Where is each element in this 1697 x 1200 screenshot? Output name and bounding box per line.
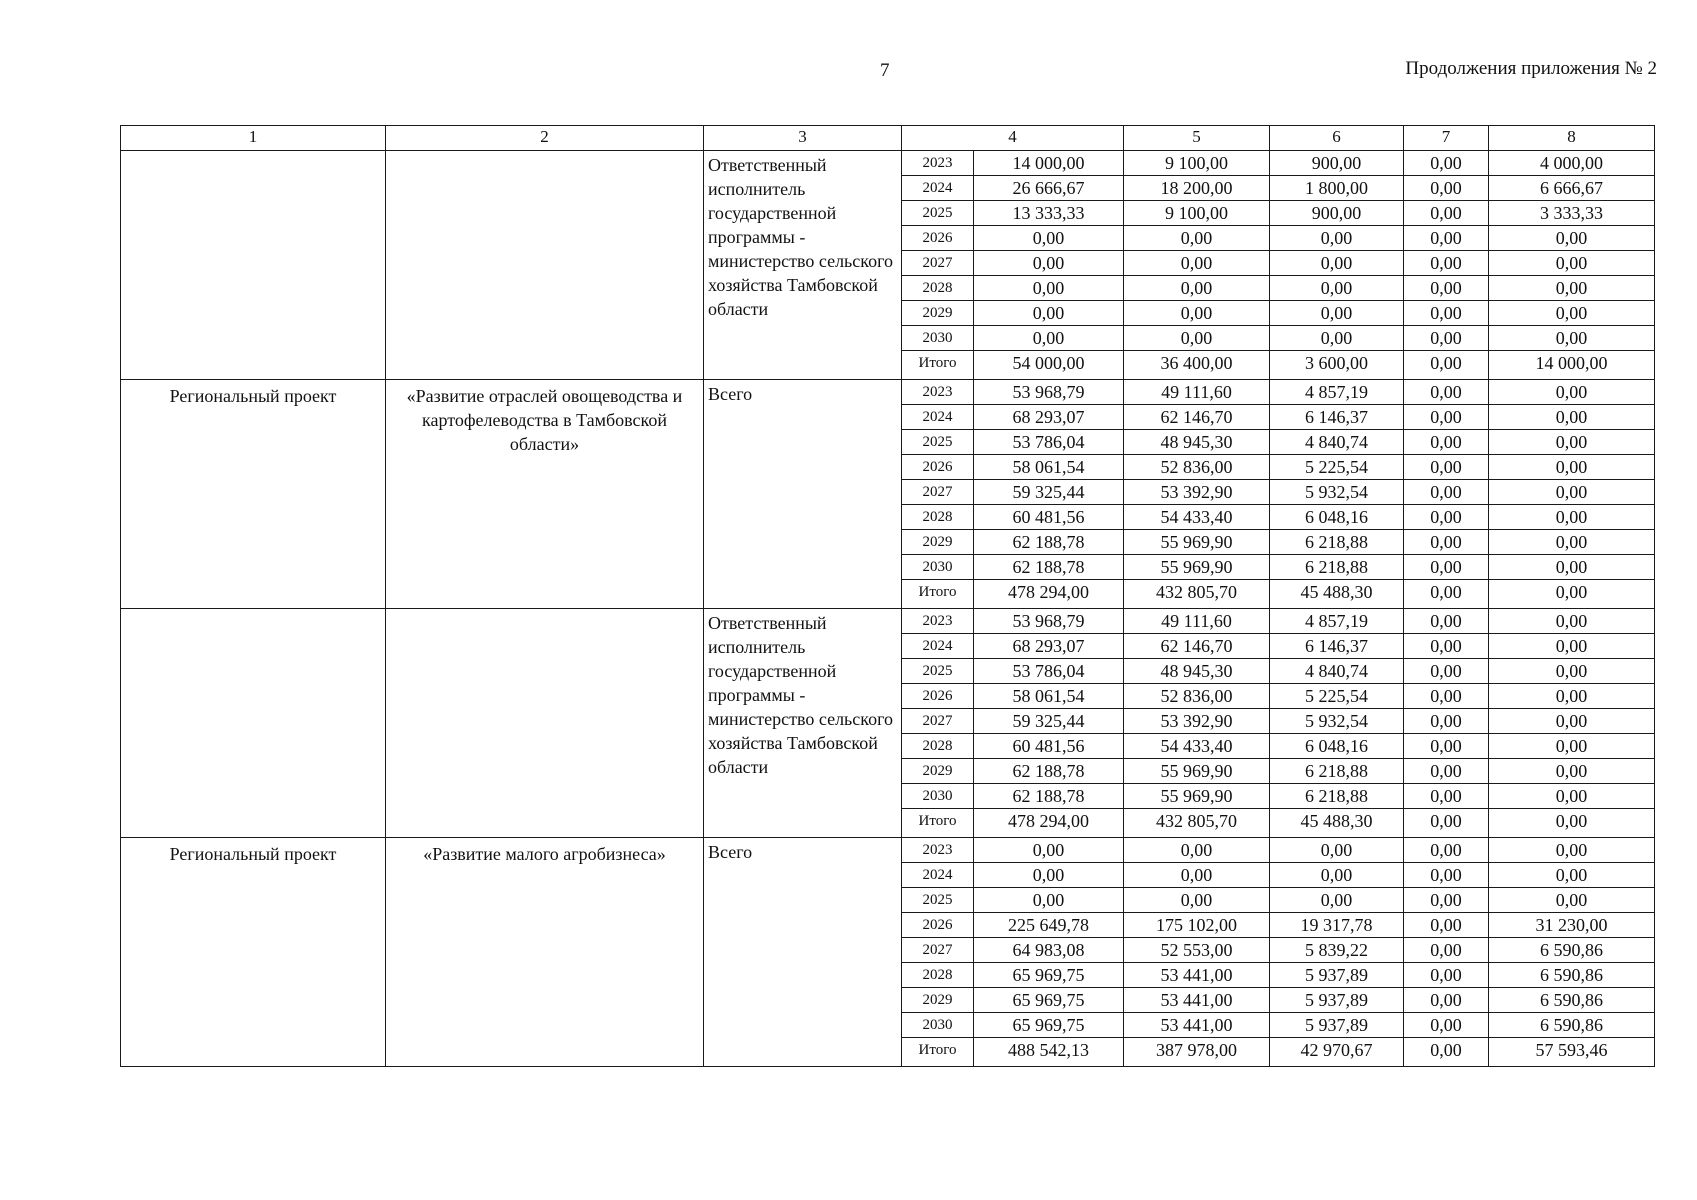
year-cell: 2027 xyxy=(902,480,974,505)
year-cell: 2024 xyxy=(902,863,974,888)
amount-cell: 6 048,16 xyxy=(1270,734,1404,759)
amount-cell: 0,00 xyxy=(1404,1013,1489,1038)
amount-cell: 0,00 xyxy=(974,251,1124,276)
amount-cell: 53 786,04 xyxy=(974,659,1124,684)
amount-cell: 0,00 xyxy=(1404,609,1489,634)
year-cell: 2030 xyxy=(902,555,974,580)
amount-cell: 0,00 xyxy=(1270,888,1404,913)
amount-cell: 0,00 xyxy=(1489,784,1655,809)
amount-cell: 54 433,40 xyxy=(1124,734,1270,759)
table-row xyxy=(121,609,1655,634)
table-row xyxy=(121,838,1655,863)
amount-cell: 53 968,79 xyxy=(974,609,1124,634)
amount-cell: 65 969,75 xyxy=(974,988,1124,1013)
year-cell: 2025 xyxy=(902,888,974,913)
amount-cell: 45 488,30 xyxy=(1270,580,1404,609)
amount-cell: 0,00 xyxy=(1404,988,1489,1013)
year-cell: 2023 xyxy=(902,838,974,863)
year-cell: 2027 xyxy=(902,251,974,276)
appendix-header-note: Продолжения приложения № 2 xyxy=(1405,58,1657,79)
amount-cell: 0,00 xyxy=(1270,326,1404,351)
amount-cell: 0,00 xyxy=(1489,380,1655,405)
year-cell: 2028 xyxy=(902,734,974,759)
program-element-type: Региональный проект xyxy=(121,380,386,609)
amount-cell: 60 481,56 xyxy=(974,505,1124,530)
column-number: 4 xyxy=(902,126,1124,151)
column-number: 8 xyxy=(1489,126,1655,151)
amount-cell: 6 218,88 xyxy=(1270,530,1404,555)
amount-cell: 0,00 xyxy=(1124,276,1270,301)
amount-cell: 14 000,00 xyxy=(974,151,1124,176)
amount-cell: 53 392,90 xyxy=(1124,709,1270,734)
amount-cell: 6 146,37 xyxy=(1270,634,1404,659)
amount-cell: 0,00 xyxy=(1404,301,1489,326)
amount-cell: 0,00 xyxy=(1404,938,1489,963)
amount-cell: 52 836,00 xyxy=(1124,455,1270,480)
year-cell: 2023 xyxy=(902,380,974,405)
amount-cell: 62 188,78 xyxy=(974,555,1124,580)
amount-cell: 62 146,70 xyxy=(1124,405,1270,430)
amount-cell: 0,00 xyxy=(1404,838,1489,863)
amount-cell: 0,00 xyxy=(1489,634,1655,659)
amount-cell: 54 433,40 xyxy=(1124,505,1270,530)
amount-cell: 0,00 xyxy=(1404,326,1489,351)
year-cell: 2029 xyxy=(902,301,974,326)
amount-cell: 19 317,78 xyxy=(1270,913,1404,938)
amount-cell: 62 188,78 xyxy=(974,784,1124,809)
program-element-name: «Развитие отраслей овощеводства и картофелеводства в Тамбовской области» xyxy=(386,380,704,609)
amount-cell: 478 294,00 xyxy=(974,809,1124,838)
year-cell: 2025 xyxy=(902,659,974,684)
program-element-type xyxy=(121,609,386,838)
amount-cell: 0,00 xyxy=(1404,759,1489,784)
amount-cell: 59 325,44 xyxy=(974,480,1124,505)
amount-cell: 0,00 xyxy=(1489,759,1655,784)
year-cell: 2030 xyxy=(902,1013,974,1038)
amount-cell: 0,00 xyxy=(1404,913,1489,938)
amount-cell: 0,00 xyxy=(1404,888,1489,913)
amount-cell: 6 590,86 xyxy=(1489,938,1655,963)
program-element-name xyxy=(386,151,704,380)
amount-cell: 5 225,54 xyxy=(1270,684,1404,709)
amount-cell: 0,00 xyxy=(1270,276,1404,301)
funding-source: Ответственный исполнитель государственной программы - министерство сельского хозяйства Тамбовской области xyxy=(704,151,902,380)
year-cell: 2029 xyxy=(902,988,974,1013)
program-element-type: Региональный проект xyxy=(121,838,386,1067)
year-cell: 2026 xyxy=(902,455,974,480)
amount-cell: 0,00 xyxy=(1404,684,1489,709)
amount-cell: 0,00 xyxy=(1404,505,1489,530)
amount-cell: 0,00 xyxy=(1489,659,1655,684)
amount-cell: 6 048,16 xyxy=(1270,505,1404,530)
column-number-row xyxy=(121,126,1655,151)
amount-cell: 5 932,54 xyxy=(1270,480,1404,505)
funding-source: Всего xyxy=(704,838,902,1067)
total-label: Итого xyxy=(902,351,974,380)
amount-cell: 6 666,67 xyxy=(1489,176,1655,201)
amount-cell: 0,00 xyxy=(1489,226,1655,251)
year-cell: 2024 xyxy=(902,176,974,201)
amount-cell: 26 666,67 xyxy=(974,176,1124,201)
year-cell: 2028 xyxy=(902,505,974,530)
amount-cell: 62 188,78 xyxy=(974,530,1124,555)
amount-cell: 0,00 xyxy=(1489,684,1655,709)
amount-cell: 6 146,37 xyxy=(1270,405,1404,430)
amount-cell: 0,00 xyxy=(1489,430,1655,455)
amount-cell: 57 593,46 xyxy=(1489,1038,1655,1067)
year-cell: 2023 xyxy=(902,609,974,634)
amount-cell: 4 000,00 xyxy=(1489,151,1655,176)
amount-cell: 68 293,07 xyxy=(974,405,1124,430)
amount-cell: 53 441,00 xyxy=(1124,1013,1270,1038)
amount-cell: 432 805,70 xyxy=(1124,580,1270,609)
amount-cell: 42 970,67 xyxy=(1270,1038,1404,1067)
amount-cell: 0,00 xyxy=(1270,863,1404,888)
amount-cell: 0,00 xyxy=(1124,863,1270,888)
amount-cell: 58 061,54 xyxy=(974,455,1124,480)
amount-cell: 0,00 xyxy=(1489,251,1655,276)
amount-cell: 53 441,00 xyxy=(1124,963,1270,988)
amount-cell: 488 542,13 xyxy=(974,1038,1124,1067)
amount-cell: 0,00 xyxy=(1404,659,1489,684)
amount-cell: 0,00 xyxy=(1489,734,1655,759)
amount-cell: 0,00 xyxy=(1404,580,1489,609)
amount-cell: 64 983,08 xyxy=(974,938,1124,963)
amount-cell: 52 553,00 xyxy=(1124,938,1270,963)
column-number: 3 xyxy=(704,126,902,151)
year-cell: 2026 xyxy=(902,226,974,251)
amount-cell: 900,00 xyxy=(1270,201,1404,226)
amount-cell: 6 590,86 xyxy=(1489,963,1655,988)
amount-cell: 55 969,90 xyxy=(1124,555,1270,580)
amount-cell: 6 218,88 xyxy=(1270,555,1404,580)
amount-cell: 0,00 xyxy=(974,888,1124,913)
amount-cell: 0,00 xyxy=(1489,505,1655,530)
amount-cell: 0,00 xyxy=(1124,838,1270,863)
amount-cell: 5 937,89 xyxy=(1270,963,1404,988)
year-cell: 2028 xyxy=(902,276,974,301)
table-row xyxy=(121,151,1655,176)
amount-cell: 0,00 xyxy=(1404,405,1489,430)
amount-cell: 4 857,19 xyxy=(1270,380,1404,405)
amount-cell: 0,00 xyxy=(1404,151,1489,176)
amount-cell: 0,00 xyxy=(1270,301,1404,326)
amount-cell: 49 111,60 xyxy=(1124,609,1270,634)
amount-cell: 0,00 xyxy=(974,276,1124,301)
amount-cell: 0,00 xyxy=(1270,251,1404,276)
amount-cell: 0,00 xyxy=(1404,784,1489,809)
amount-cell: 0,00 xyxy=(1489,580,1655,609)
amount-cell: 0,00 xyxy=(1404,809,1489,838)
amount-cell: 4 840,74 xyxy=(1270,659,1404,684)
amount-cell: 0,00 xyxy=(1404,863,1489,888)
amount-cell: 0,00 xyxy=(1270,838,1404,863)
amount-cell: 0,00 xyxy=(1404,709,1489,734)
amount-cell: 0,00 xyxy=(1489,326,1655,351)
amount-cell: 175 102,00 xyxy=(1124,913,1270,938)
amount-cell: 0,00 xyxy=(1404,351,1489,380)
year-cell: 2029 xyxy=(902,759,974,784)
amount-cell: 6 590,86 xyxy=(1489,1013,1655,1038)
amount-cell: 0,00 xyxy=(1404,530,1489,555)
amount-cell: 6 218,88 xyxy=(1270,759,1404,784)
amount-cell: 9 100,00 xyxy=(1124,201,1270,226)
page-number: 7 xyxy=(880,60,890,81)
amount-cell: 225 649,78 xyxy=(974,913,1124,938)
amount-cell: 31 230,00 xyxy=(1489,913,1655,938)
amount-cell: 53 392,90 xyxy=(1124,480,1270,505)
amount-cell: 0,00 xyxy=(1404,276,1489,301)
amount-cell: 0,00 xyxy=(1404,1038,1489,1067)
amount-cell: 4 857,19 xyxy=(1270,609,1404,634)
year-cell: 2030 xyxy=(902,784,974,809)
amount-cell: 0,00 xyxy=(1489,455,1655,480)
amount-cell: 0,00 xyxy=(1124,888,1270,913)
program-element-type xyxy=(121,151,386,380)
year-cell: 2027 xyxy=(902,938,974,963)
funding-source: Всего xyxy=(704,380,902,609)
amount-cell: 0,00 xyxy=(1489,480,1655,505)
year-cell: 2029 xyxy=(902,530,974,555)
column-number: 1 xyxy=(121,126,386,151)
amount-cell: 53 786,04 xyxy=(974,430,1124,455)
amount-cell: 5 937,89 xyxy=(1270,1013,1404,1038)
amount-cell: 45 488,30 xyxy=(1270,809,1404,838)
amount-cell: 0,00 xyxy=(1489,301,1655,326)
amount-cell: 0,00 xyxy=(1404,430,1489,455)
year-cell: 2026 xyxy=(902,684,974,709)
year-cell: 2024 xyxy=(902,405,974,430)
amount-cell: 0,00 xyxy=(1404,201,1489,226)
program-element-name xyxy=(386,609,704,838)
total-label: Итого xyxy=(902,1038,974,1067)
amount-cell: 0,00 xyxy=(974,838,1124,863)
amount-cell: 1 800,00 xyxy=(1270,176,1404,201)
amount-cell: 478 294,00 xyxy=(974,580,1124,609)
amount-cell: 18 200,00 xyxy=(1124,176,1270,201)
amount-cell: 54 000,00 xyxy=(974,351,1124,380)
amount-cell: 0,00 xyxy=(1404,963,1489,988)
amount-cell: 53 968,79 xyxy=(974,380,1124,405)
program-element-name: «Развитие малого агробизнеса» xyxy=(386,838,704,1067)
total-label: Итого xyxy=(902,580,974,609)
column-number: 7 xyxy=(1404,126,1489,151)
column-number: 5 xyxy=(1124,126,1270,151)
amount-cell: 36 400,00 xyxy=(1124,351,1270,380)
amount-cell: 55 969,90 xyxy=(1124,759,1270,784)
amount-cell: 0,00 xyxy=(1404,480,1489,505)
amount-cell: 0,00 xyxy=(1404,380,1489,405)
amount-cell: 0,00 xyxy=(1489,888,1655,913)
amount-cell: 5 839,22 xyxy=(1270,938,1404,963)
amount-cell: 3 600,00 xyxy=(1270,351,1404,380)
amount-cell: 9 100,00 xyxy=(1124,151,1270,176)
funding-table xyxy=(120,125,1655,1067)
year-cell: 2023 xyxy=(902,151,974,176)
amount-cell: 387 978,00 xyxy=(1124,1038,1270,1067)
year-cell: 2025 xyxy=(902,430,974,455)
amount-cell: 0,00 xyxy=(1270,226,1404,251)
amount-cell: 58 061,54 xyxy=(974,684,1124,709)
amount-cell: 13 333,33 xyxy=(974,201,1124,226)
table-row xyxy=(121,380,1655,405)
amount-cell: 0,00 xyxy=(1489,609,1655,634)
amount-cell: 0,00 xyxy=(1124,226,1270,251)
amount-cell: 14 000,00 xyxy=(1489,351,1655,380)
amount-cell: 0,00 xyxy=(1404,555,1489,580)
amount-cell: 0,00 xyxy=(974,863,1124,888)
column-number: 2 xyxy=(386,126,704,151)
total-label: Итого xyxy=(902,809,974,838)
amount-cell: 0,00 xyxy=(974,226,1124,251)
amount-cell: 0,00 xyxy=(1404,734,1489,759)
amount-cell: 65 969,75 xyxy=(974,963,1124,988)
amount-cell: 53 441,00 xyxy=(1124,988,1270,1013)
amount-cell: 62 188,78 xyxy=(974,759,1124,784)
amount-cell: 0,00 xyxy=(1404,251,1489,276)
amount-cell: 0,00 xyxy=(974,301,1124,326)
amount-cell: 48 945,30 xyxy=(1124,659,1270,684)
amount-cell: 52 836,00 xyxy=(1124,684,1270,709)
amount-cell: 3 333,33 xyxy=(1489,201,1655,226)
amount-cell: 900,00 xyxy=(1270,151,1404,176)
amount-cell: 0,00 xyxy=(1404,455,1489,480)
amount-cell: 0,00 xyxy=(974,326,1124,351)
amount-cell: 6 218,88 xyxy=(1270,784,1404,809)
amount-cell: 0,00 xyxy=(1489,530,1655,555)
amount-cell: 0,00 xyxy=(1489,709,1655,734)
amount-cell: 0,00 xyxy=(1489,276,1655,301)
amount-cell: 0,00 xyxy=(1404,634,1489,659)
year-cell: 2028 xyxy=(902,963,974,988)
year-cell: 2027 xyxy=(902,709,974,734)
amount-cell: 5 937,89 xyxy=(1270,988,1404,1013)
amount-cell: 0,00 xyxy=(1489,405,1655,430)
amount-cell: 55 969,90 xyxy=(1124,784,1270,809)
amount-cell: 0,00 xyxy=(1124,251,1270,276)
amount-cell: 62 146,70 xyxy=(1124,634,1270,659)
amount-cell: 5 932,54 xyxy=(1270,709,1404,734)
funding-source: Ответственный исполнитель государственной программы - министерство сельского хозяйства Тамбовской области xyxy=(704,609,902,838)
amount-cell: 60 481,56 xyxy=(974,734,1124,759)
column-number: 6 xyxy=(1270,126,1404,151)
amount-cell: 5 225,54 xyxy=(1270,455,1404,480)
amount-cell: 0,00 xyxy=(1489,863,1655,888)
year-cell: 2026 xyxy=(902,913,974,938)
amount-cell: 59 325,44 xyxy=(974,709,1124,734)
amount-cell: 49 111,60 xyxy=(1124,380,1270,405)
year-cell: 2030 xyxy=(902,326,974,351)
amount-cell: 55 969,90 xyxy=(1124,530,1270,555)
amount-cell: 0,00 xyxy=(1124,301,1270,326)
amount-cell: 0,00 xyxy=(1404,176,1489,201)
amount-cell: 65 969,75 xyxy=(974,1013,1124,1038)
year-cell: 2024 xyxy=(902,634,974,659)
amount-cell: 68 293,07 xyxy=(974,634,1124,659)
amount-cell: 0,00 xyxy=(1489,809,1655,838)
amount-cell: 0,00 xyxy=(1404,226,1489,251)
amount-cell: 0,00 xyxy=(1124,326,1270,351)
amount-cell: 48 945,30 xyxy=(1124,430,1270,455)
amount-cell: 4 840,74 xyxy=(1270,430,1404,455)
amount-cell: 432 805,70 xyxy=(1124,809,1270,838)
amount-cell: 0,00 xyxy=(1489,838,1655,863)
amount-cell: 0,00 xyxy=(1489,555,1655,580)
year-cell: 2025 xyxy=(902,201,974,226)
amount-cell: 6 590,86 xyxy=(1489,988,1655,1013)
